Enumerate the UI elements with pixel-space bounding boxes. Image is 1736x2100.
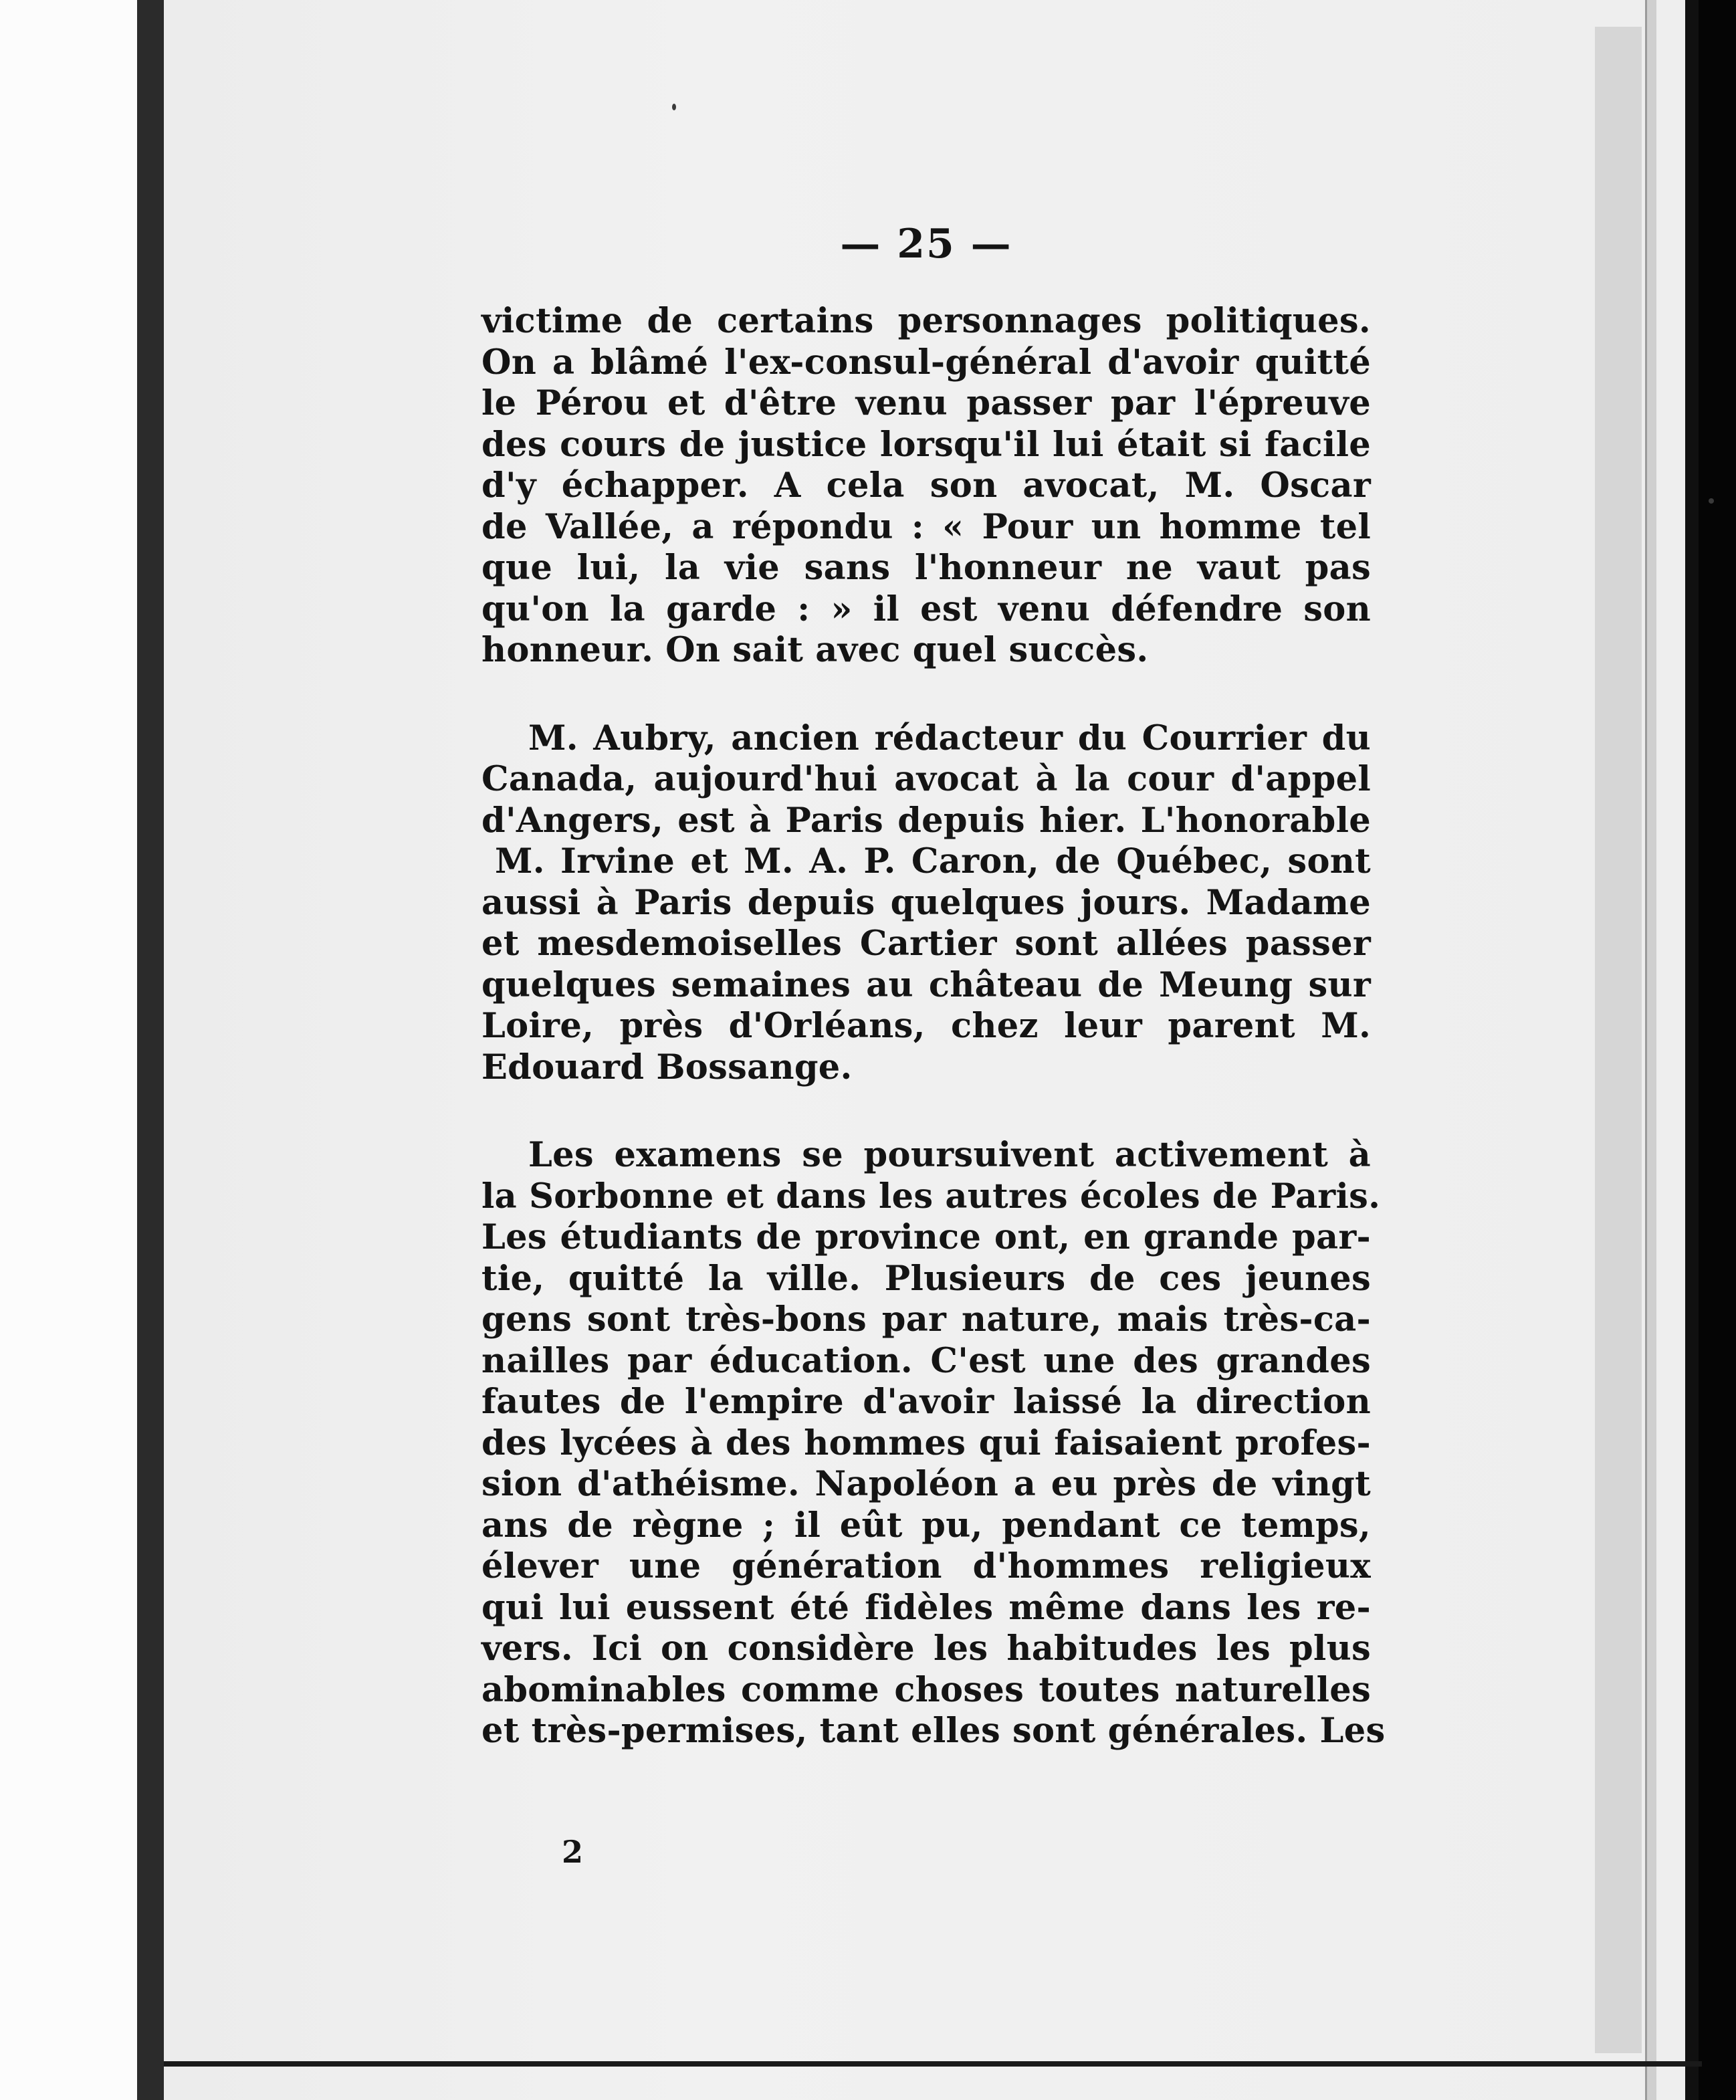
paragraph-1 (481, 301, 1371, 671)
text-line: et mesdemoiselles Cartier sont allées passer (481, 924, 1371, 964)
paragraph-3 (481, 1135, 1386, 1752)
text-line: des cours de justice lorsqu'il lui était si facile (481, 424, 1371, 465)
text-line: Canada, aujourd'hui avocat à la cour d'appel (481, 759, 1371, 799)
text-line: M. Irvine et M. A. P. Caron, de Québec, sont (495, 841, 1371, 881)
text-line: aussi à Paris depuis quelques jours. Madame (481, 882, 1371, 923)
text-line: Les examens se poursuivent activement à (528, 1135, 1371, 1175)
right-dark-border (1699, 0, 1736, 2100)
text-line: victime de certains personnages politiques. (481, 301, 1371, 341)
text-line: quelques semaines au château de Meung sur (481, 964, 1371, 1005)
dust-speck (1709, 498, 1714, 504)
text-line: des lycées à des hommes qui faisaient profes- (481, 1423, 1371, 1463)
text-line: qui lui eussent été fidèles même dans les re- (481, 1587, 1371, 1628)
page-text (481, 214, 1386, 1799)
text-line: ans de règne ; il eût pu, pendant ce temps, (481, 1505, 1371, 1546)
text-line: gens sont très-bons par nature, mais très-ca- (481, 1299, 1371, 1340)
text-line: de Vallée, a répondu : « Pour un homme tel (481, 506, 1371, 547)
dust-speck (672, 104, 676, 110)
text-line: M. Aubry, ancien rédacteur du Courrier du (528, 718, 1371, 758)
page-shadow (1595, 27, 1642, 2053)
text-line: abominables comme choses toutes naturelles (481, 1669, 1371, 1710)
text-line: Loire, près d'Orléans, chez leur parent M. (481, 1006, 1371, 1046)
book-spine-edge (137, 0, 164, 2100)
paragraph-2 (481, 718, 1371, 1089)
text-line: fautes de l'empire d'avoir laissé la direction (481, 1382, 1371, 1422)
text-line: nailles par éducation. C'est une des grandes (481, 1340, 1371, 1381)
text-line: qu'on la garde : » il est venu défendre son (481, 589, 1371, 629)
text-line: vers. Ici on considère les habitudes les plus (481, 1629, 1371, 1669)
text-line: la Sorbonne et dans les autres écoles de Paris. (481, 1176, 1381, 1217)
text-line: et très-permises, tant elles sont générales. Les (481, 1711, 1386, 1751)
text-line: tie, quitté la ville. Plusieurs de ces jeunes (481, 1258, 1371, 1299)
text-line: d'y échapper. A cela son avocat, M. Oscar (481, 465, 1371, 506)
page-number-header: — 25 — (840, 221, 1012, 268)
text-line: d'Angers, est à Paris depuis hier. L'honorable (481, 800, 1371, 841)
text-line: le Pérou et d'être venu passer par l'épreuve (481, 383, 1371, 423)
left-margin-board (0, 0, 137, 2100)
text-line: honneur. On sait avec quel succès. (481, 630, 1149, 670)
signature-mark: 2 (562, 1834, 584, 1870)
text-line: Les étudiants de province ont, en grande par- (481, 1217, 1371, 1257)
text-line: On a blâmé l'ex-consul-général d'avoir quitté (481, 342, 1371, 383)
text-line: Edouard Bossange. (481, 1047, 853, 1087)
text-line: sion d'athéisme. Napoléon a eu près de vingt (481, 1464, 1371, 1504)
text-line: que lui, la vie sans l'honneur ne vaut pas (481, 548, 1371, 588)
text-line: élever une génération d'hommes religieux (481, 1546, 1371, 1586)
page-edge (1645, 0, 1656, 2100)
bottom-border (164, 2061, 1702, 2067)
